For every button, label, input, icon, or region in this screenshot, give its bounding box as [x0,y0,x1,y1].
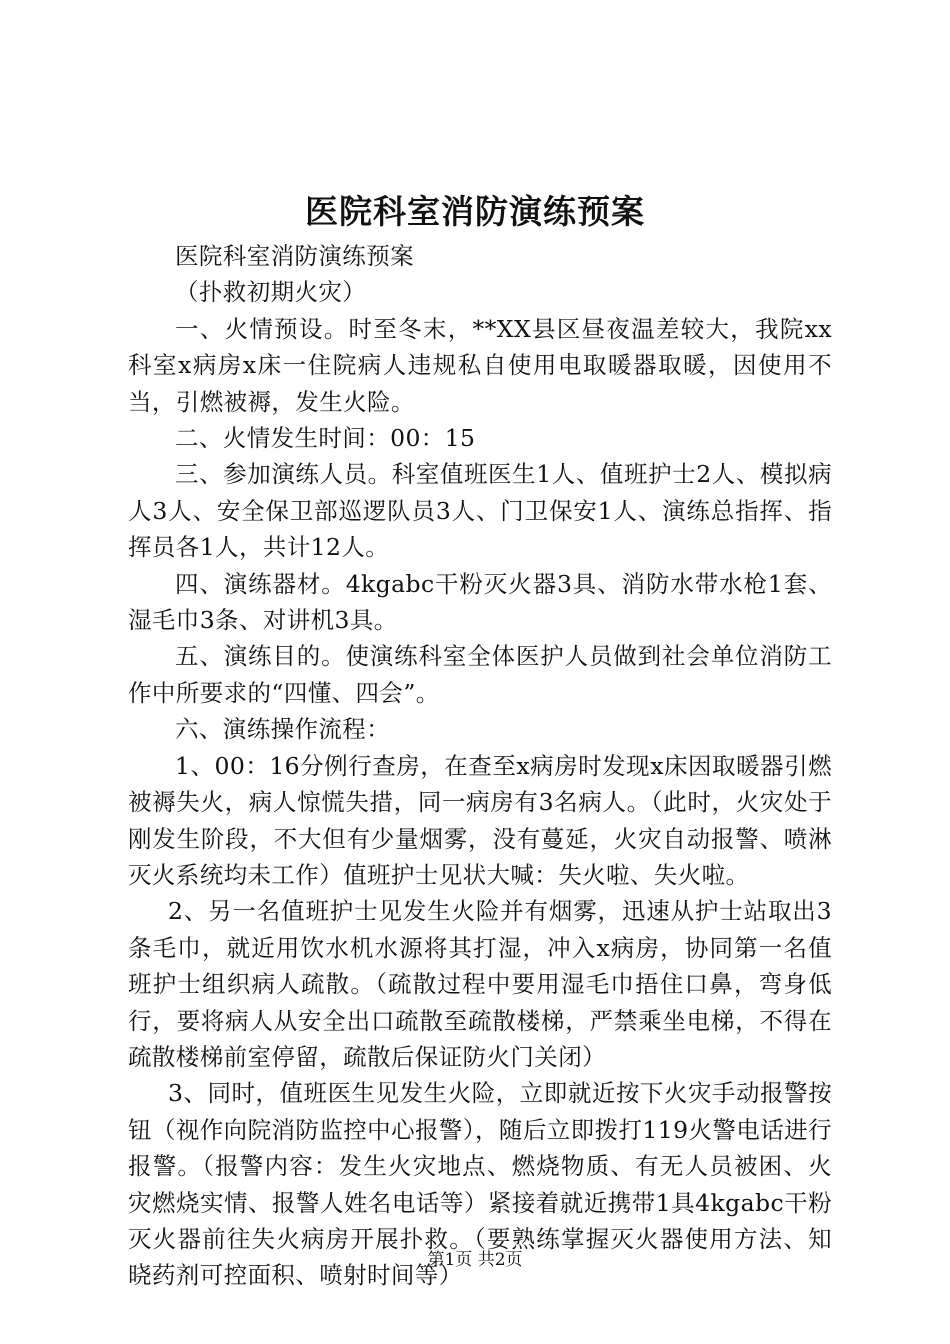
paragraph-subtitle: 医院科室消防演练预案 [175,242,414,270]
paragraph-fire-time: 二、火情发生时间：00：15 [175,424,476,453]
page-footer: 第1页 共2页 [427,1250,523,1270]
paragraph-procedure-heading: 六、演练操作流程： [175,715,391,744]
paragraph-purpose: 五、演练目的。使演练科室全体医护人员做到社会单位消防工作中所要求的“四懂、四会”。 [128,642,832,707]
paragraph-step-1: 1、00：16分例行查房，在查至x病房时发现x床因取暖器引燃被褥失火，病人惊慌失措，同一病房有3名病人。（此时，火灾处于刚发生阶段，不大但有少量烟雾，没有蔓延，火灾自动报警、喷淋灭火系统均未工作）值班护士见状大喊：失火啦、失火啦。 [128,751,832,889]
document-body [128,238,832,1294]
paragraph-step-2: 2、另一名值班护士见发生火险并有烟雾，迅速从护士站取出3条毛巾，就近用饮水机水源将其打湿，冲入x病房，协同第一名值班护士组织病人疏散。（疏散过程中要用湿毛巾捂住口鼻，弯身低行，要将病人从安全出口疏散至疏散楼梯，严禁乘坐电梯，不得在疏散楼梯前室停留，疏散后保证防火门关闭） [128,897,832,1071]
document-title: 医院科室消防演练预案 [305,192,645,231]
paragraph-equipment: 四、演练器材。4kgabc干粉灭火器3具、消防水带水枪1套、湿毛巾3条、对讲机3具。 [128,569,832,635]
paragraph-step-3: 3、同时，值班医生见发生火险，立即就近按下火灾手动报警按钮（视作向院消防监控中心报警），随后立即拨打119火警电话进行报警。（报警内容：发生火灾地点、燃烧物质、有无人员被困、火灾燃烧实情、报警人姓名电话等）紧接着就近携带1具4kgabc干粉灭火器前往失火病房开展扑救。（要熟练掌握灭火器使用方法、知晓药剂可控面积、喷射时间等） [128,1079,832,1290]
paragraph-fire-scenario: 一、火情预设。时至冬末，**XX县区昼夜温差较大，我院xx科室x病房x床一住院病人违规私自使用电取暖器取暖，因使用不当，引燃被褥，发生火险。 [128,314,832,416]
paragraph-scope: （扑救初期火灾） [175,278,367,307]
paragraph-participants: 三、参加演练人员。科室值班医生1人、值班护士2人、模拟病人3人、安全保卫部巡逻队员3人、门卫保安1人、演练总指挥、指挥员各1人，共计12人。 [128,460,832,562]
